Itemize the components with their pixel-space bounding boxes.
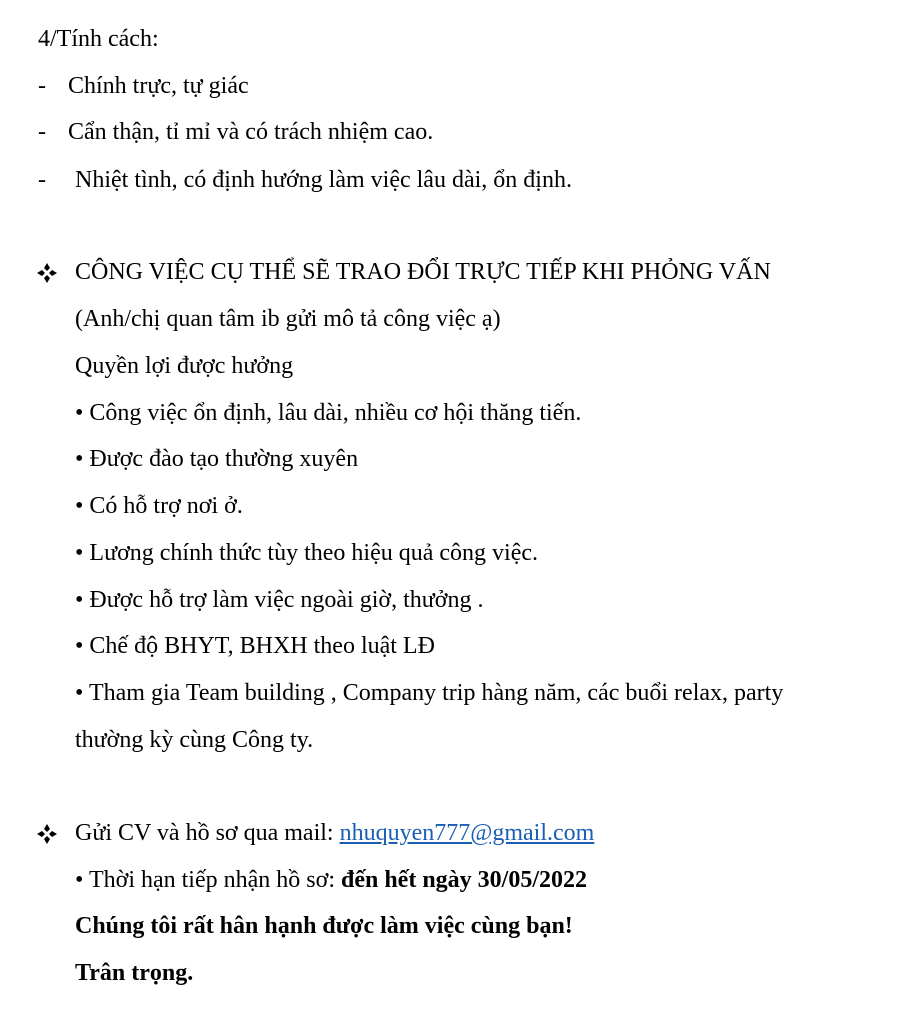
email-link[interactable]: nhuquyen777@gmail.com	[339, 820, 595, 846]
benefit-item: • Được đào tạo thường xuyên	[75, 446, 359, 472]
personality-heading: 4/Tính cách:	[38, 26, 159, 52]
benefit-item: thường kỳ cùng Công ty.	[75, 727, 314, 753]
benefits-heading: Quyền lợi được hưởng	[75, 353, 294, 379]
job-heading: CÔNG VIỆC CỤ THỂ SẼ TRAO ĐỔI TRỰC TIẾP KHI PHỎNG VẤN	[75, 259, 771, 285]
benefit-item: • Lương chính thức tùy theo hiệu quả công việc.	[75, 540, 538, 566]
benefit-item: • Tham gia Team building , Company trip hàng năm, các buổi relax, party	[75, 680, 784, 706]
diamond-bullet-icon	[36, 818, 64, 848]
dash-bullet: -	[38, 119, 46, 145]
apply-line	[75, 818, 594, 848]
closing-text: Chúng tôi rất hân hạnh được làm việc cùng bạn!	[75, 913, 573, 939]
apply-prefix: Gửi CV và hồ sơ qua mail:	[75, 820, 340, 846]
benefit-item: • Chế độ BHYT, BHXH theo luật LĐ	[75, 633, 435, 659]
deadline-line	[75, 865, 587, 895]
personality-item: Nhiệt tình, có định hướng làm việc lâu dài, ổn định.	[75, 167, 572, 193]
benefit-item: • Có hỗ trợ nơi ở.	[75, 493, 243, 519]
personality-item: Chính trực, tự giác	[68, 73, 249, 99]
dash-bullet: -	[38, 167, 46, 193]
deadline-value: đến hết ngày 30/05/2022	[340, 867, 588, 893]
benefit-item: • Công việc ổn định, lâu dài, nhiều cơ hội thăng tiến.	[75, 400, 582, 426]
dash-bullet: -	[38, 73, 46, 99]
job-note: (Anh/chị quan tâm ib gửi mô tả công việc ạ)	[75, 306, 501, 332]
diamond-bullet-icon	[36, 257, 64, 287]
deadline-label: • Thời hạn tiếp nhận hồ sơ:	[75, 867, 341, 893]
benefit-item: • Được hỗ trợ làm việc ngoài giờ, thưởng .	[75, 587, 484, 613]
signoff-text: Trân trọng.	[75, 960, 194, 986]
personality-item: Cẩn thận, tỉ mỉ và có trách nhiệm cao.	[68, 119, 434, 145]
